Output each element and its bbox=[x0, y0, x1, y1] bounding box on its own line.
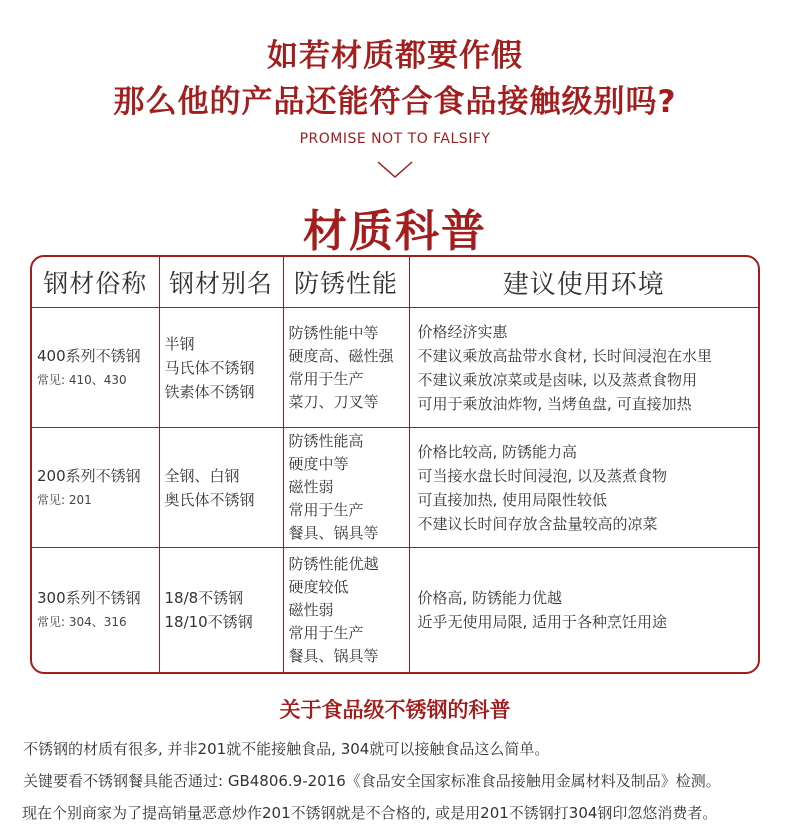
cell-usage bbox=[409, 548, 758, 673]
performance-item: 硬度高、磁性强 bbox=[288, 346, 394, 365]
table-row bbox=[32, 308, 758, 428]
performance-item: 防锈性能中等 bbox=[288, 323, 379, 342]
alias-item: 奥氏体不锈钢 bbox=[164, 490, 255, 509]
cell-name bbox=[32, 428, 159, 548]
usage-item: 价格比较高, 防锈能力高 bbox=[417, 442, 578, 461]
cell-performance bbox=[283, 428, 409, 548]
paragraph: 关键要看不锈钢餐具能否通过: GB4806.9-2016《食品安全国家标准食品接触用金属材料及制品》检测。 bbox=[23, 772, 721, 790]
performance-item: 硬度中等 bbox=[288, 455, 349, 473]
alias-item: 铁素体不锈钢 bbox=[164, 382, 255, 401]
usage-item: 不建议乘放高盐带水食材, 长时间浸泡在水里 bbox=[417, 346, 713, 365]
performance-item: 常用于生产 bbox=[288, 369, 364, 388]
alias-item: 半钢 bbox=[164, 334, 195, 353]
performance-item: 餐具、锅具等 bbox=[288, 524, 379, 542]
paragraph: 不锈钢的材质有很多, 并非201就不能接触食品, 304就可以接触食品这么简单。 bbox=[23, 740, 550, 758]
cell-performance bbox=[283, 548, 409, 673]
series-common: 常见: 304、316 bbox=[37, 615, 127, 629]
header-common-name: 钢材俗称 bbox=[32, 257, 159, 308]
alias-item: 全钢、白钢 bbox=[164, 466, 240, 485]
series-name: 400系列不锈钢 bbox=[37, 346, 141, 365]
cell-aliases bbox=[159, 428, 283, 548]
performance-item: 磁性弱 bbox=[288, 478, 334, 496]
usage-item: 价格高, 防锈能力优越 bbox=[417, 589, 563, 607]
usage-item: 近乎无使用局限, 适用于各种烹饪用途 bbox=[417, 613, 668, 631]
table-row bbox=[32, 548, 758, 673]
page-title: 材质科普 bbox=[303, 206, 487, 257]
cell-usage bbox=[409, 428, 758, 548]
headline-line-2: 那么他的产品还能符合食品接触级别吗? bbox=[113, 84, 677, 120]
performance-item: 防锈性能优越 bbox=[288, 554, 379, 573]
performance-item: 磁性弱 bbox=[288, 600, 334, 619]
promise-subtitle: PROMISE NOT TO FALSIFY bbox=[299, 131, 491, 147]
usage-item: 可当接水盘长时间浸泡, 以及蒸煮食物 bbox=[417, 466, 668, 485]
section-title: 关于食品级不锈钢的科普 bbox=[279, 698, 511, 722]
cell-performance bbox=[283, 308, 409, 428]
header-rust-resistance: 防锈性能 bbox=[283, 257, 409, 308]
usage-item: 不建议长时间存放含盐量较高的凉菜 bbox=[417, 514, 658, 533]
alias-item: 马氏体不锈钢 bbox=[164, 358, 255, 377]
paragraph: 现在个别商家为了提高销量恶意炒作201不锈钢就是不合格的, 或是用201不锈钢打304钢印忽悠消费者。 bbox=[22, 804, 718, 822]
cell-name bbox=[32, 308, 159, 428]
alias-item: 18/8不锈钢 bbox=[164, 589, 244, 607]
header-usage: 建议使用环境 bbox=[409, 257, 758, 308]
cell-aliases bbox=[159, 548, 283, 673]
performance-item: 餐具、锅具等 bbox=[288, 646, 379, 665]
series-name: 300系列不锈钢 bbox=[37, 589, 141, 607]
alias-item: 18/10不锈钢 bbox=[164, 613, 253, 631]
series-common: 常见: 410、430 bbox=[37, 372, 127, 387]
performance-item: 硬度较低 bbox=[288, 577, 349, 596]
cell-usage bbox=[409, 308, 758, 428]
series-common: 常见: 201 bbox=[37, 492, 92, 507]
usage-item: 可直接加热, 使用局限性较低 bbox=[417, 490, 608, 509]
usage-item: 不建议乘放凉菜或是卤味, 以及蒸煮食物用 bbox=[417, 370, 698, 389]
performance-item: 防锈性能高 bbox=[288, 432, 364, 450]
cell-aliases bbox=[159, 308, 283, 428]
table-row bbox=[32, 428, 758, 548]
performance-item: 常用于生产 bbox=[288, 501, 364, 519]
usage-item: 价格经济实惠 bbox=[417, 322, 508, 341]
chevron-down-icon bbox=[375, 160, 415, 180]
cell-name bbox=[32, 548, 159, 673]
performance-item: 常用于生产 bbox=[288, 623, 364, 642]
performance-item: 菜刀、刀叉等 bbox=[288, 392, 379, 411]
series-name: 200系列不锈钢 bbox=[37, 466, 141, 485]
header-alias: 钢材别名 bbox=[159, 257, 283, 308]
headline-line-1: 如若材质都要作假 bbox=[267, 38, 523, 74]
usage-item: 可用于乘放油炸物, 当烤鱼盘, 可直接加热 bbox=[417, 394, 692, 413]
material-table bbox=[30, 255, 760, 674]
